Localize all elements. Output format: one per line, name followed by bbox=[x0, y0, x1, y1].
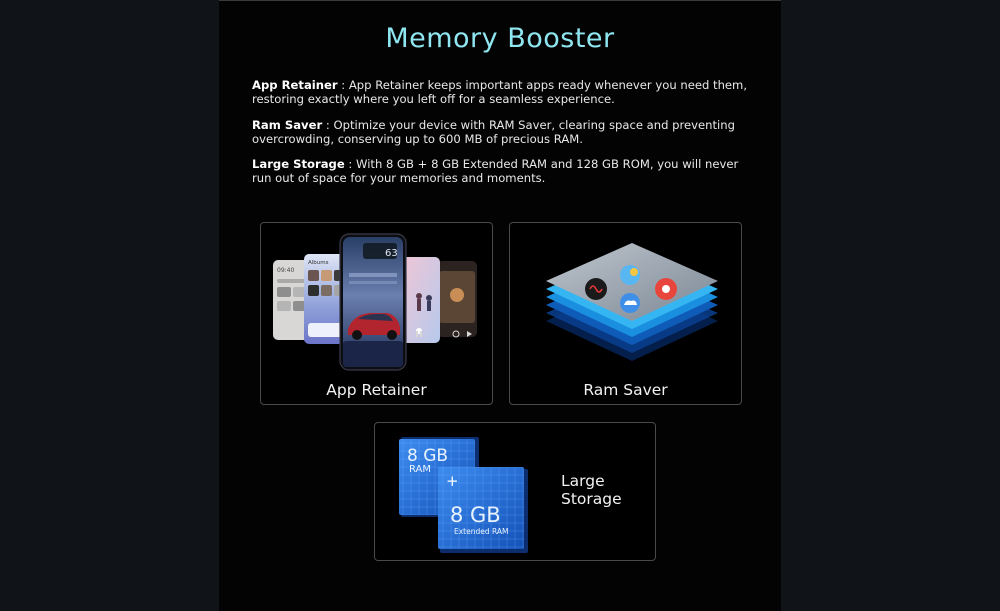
extended-chip-size: 8 GB bbox=[450, 503, 501, 527]
ram-saver-label: Ram Saver bbox=[583, 381, 668, 399]
feature-description: With 8 GB + 8 GB Extended RAM and 128 GB ROM, you will never run out of space for your memories and moments. bbox=[252, 157, 739, 185]
feature-description: App Retainer keeps important apps ready whenever you need them, restoring exactly where you left off for a seamless experience. bbox=[252, 78, 748, 106]
background-app-card-right bbox=[437, 261, 477, 337]
phone-time-text: 09:40 bbox=[277, 267, 295, 274]
large-storage-card bbox=[374, 422, 656, 561]
feature-name: Ram Saver bbox=[252, 118, 323, 132]
feature-large-storage-text: Large Storage : With 8 GB + 8 GB Extended RAM and 128 GB ROM, you will never run out of space for your memories and moments. bbox=[252, 157, 739, 185]
extended-ram-chip bbox=[438, 467, 528, 553]
albums-text: Albums bbox=[308, 260, 329, 266]
feature-name: App Retainer bbox=[252, 78, 338, 92]
speed-text: 63 bbox=[385, 248, 398, 259]
weather-app-icon bbox=[620, 265, 640, 285]
app-retainer-illustration bbox=[261, 223, 492, 373]
foreground-phone-car bbox=[340, 234, 406, 370]
feature-name: Large Storage bbox=[252, 157, 345, 171]
page-title: Memory Booster bbox=[385, 23, 615, 54]
feature-ram-saver-text: Ram Saver : Optimize your device with RAM Saver, clearing space and preventing overcrowding, conserving up to 600 MB of precious RAM. bbox=[252, 118, 735, 146]
memory-booster-section bbox=[219, 0, 781, 611]
feature-description: Optimize your device with RAM Saver, clearing space and preventing overcrowding, conserving up to 600 MB of precious RAM. bbox=[252, 118, 735, 146]
large-storage-label: Large Storage bbox=[561, 472, 622, 508]
storage-chips-illustration bbox=[375, 423, 545, 560]
feature-app-retainer-text: App Retainer : App Retainer keeps important apps ready whenever you need them, restoring exactly where you left off for a seamless experience. bbox=[252, 78, 748, 106]
ram-saver-card bbox=[509, 222, 742, 405]
extended-chip-type: Extended RAM bbox=[454, 527, 509, 536]
plus-sign: + bbox=[446, 472, 459, 490]
ram-chip-size: 8 GB bbox=[407, 446, 449, 466]
app-retainer-label: App Retainer bbox=[326, 381, 427, 399]
background-app-card-photo bbox=[401, 257, 440, 343]
ram-saver-illustration bbox=[510, 223, 741, 373]
app-retainer-card bbox=[260, 222, 493, 405]
ram-chip-type: RAM bbox=[409, 464, 432, 475]
